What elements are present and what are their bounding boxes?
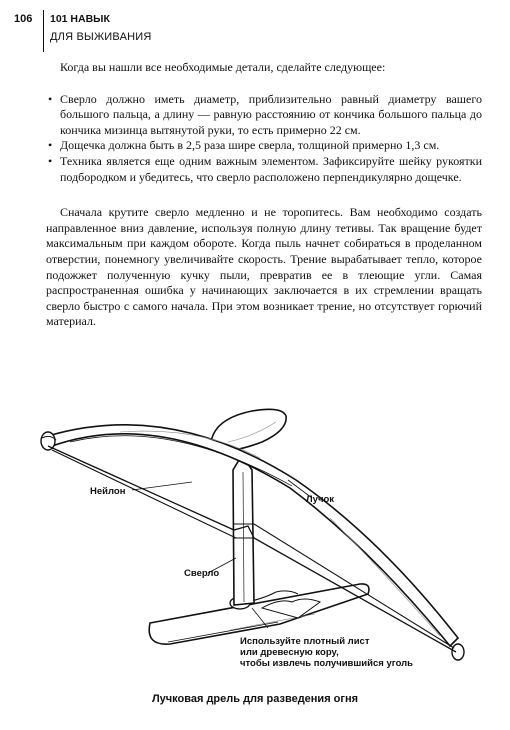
figure-caption: Лучковая дрель для разведения огня: [151, 693, 359, 705]
bow-drill-illustration: [30, 398, 482, 683]
technique-paragraph: Сначала крутите сверло медленно и не торопитесь. Вам необходимо создать направленное вниз давление, используя полную длину тетивы. Так вращение будет максимальным при каждом обороте. Когда пыль начнет собираться в проделанном отверстии, понемногу увеличивайте скорость. Трение вырабатывает тепло, которое подожжет полученную кучку пыли, превратив ее в тлеющие угли. Самая распространенная ошибка у начинающих заключается в их стремлении вращать сверло быстро с самого начала. При этом возникает трение, но отсутствует горючий материал.: [46, 205, 482, 329]
body-text: [46, 60, 482, 330]
intro-paragraph: Когда вы нашли все необходимые детали, сделайте следующее:: [60, 60, 386, 74]
knot-right: [452, 644, 464, 660]
label-note: [240, 636, 413, 669]
label-note-line3: чтобы извлечь получившийся уголь: [240, 658, 414, 669]
label-bow: Лучок: [306, 494, 335, 505]
book-title-line2: ДЛЯ ВЫЖИВАНИЯ: [50, 31, 152, 43]
list-item: • Дощечка должна быть в 2,5 раза шире сверла, толщиной примерно 1,3 см.: [46, 138, 482, 154]
label-nylon: Нейлон: [90, 486, 126, 497]
label-note-line2: или древесную кору,: [240, 647, 339, 658]
knot-left: [41, 432, 55, 450]
instructions-list: [46, 92, 482, 186]
label-drill: Сверло: [184, 568, 220, 579]
page-number: 106: [14, 13, 33, 25]
header-divider: [43, 10, 44, 52]
list-item: • Техника является еще одним важным элементом. Зафиксируйте шейку рукоятки подбородком и убедитесь, что сверло расположено перпендикулярно дощечке.: [46, 154, 482, 185]
book-title-line1: 101 НАВЫК: [50, 13, 110, 25]
list-item: • Сверло должно иметь диаметр, приблизительно равный диаметру вашего большого пальца, а длину — равную расстоянию от кончика большого пальца до кончика мизинца вытянутой руки, то есть примерно 22 см.: [46, 92, 482, 139]
label-note-line1: Используйте плотный лист: [240, 636, 370, 647]
